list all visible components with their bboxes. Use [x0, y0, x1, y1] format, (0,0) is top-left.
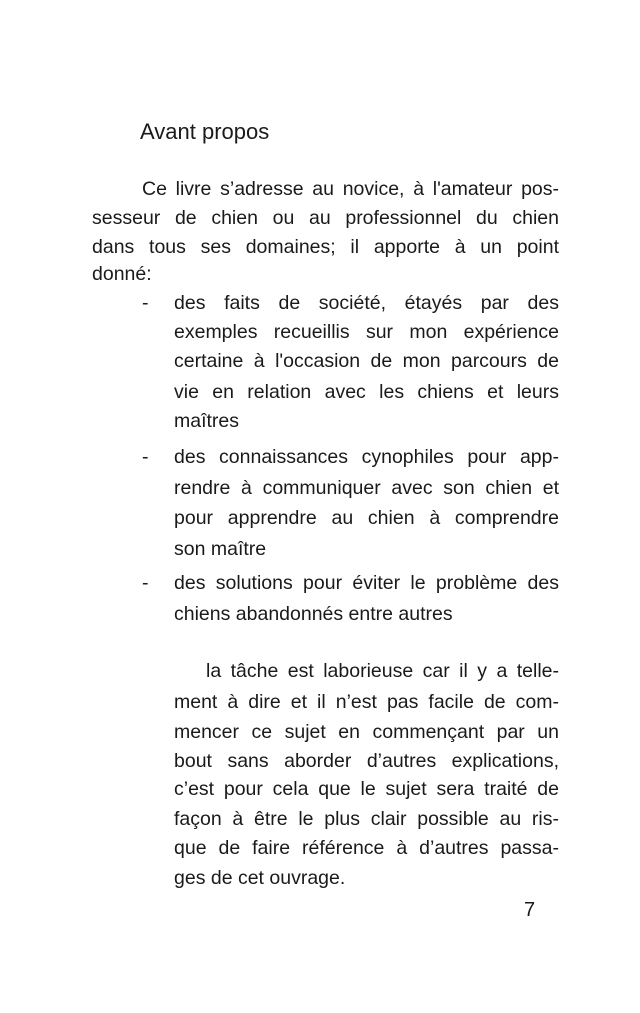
- bullet-line: certaine à l'occasion de mon parcours de: [174, 350, 559, 372]
- intro-line: dans tous ses domaines; il apporte à un point: [92, 236, 559, 258]
- intro-line: Ce livre s’adresse au novice, à l'amateur pos-: [142, 178, 559, 200]
- closing-line: façon à être le plus clair possible au ris-: [174, 808, 559, 830]
- bullet-line: des faits de société, étayés par des: [174, 292, 559, 314]
- closing-line: la tâche est laborieuse car il y a telle-: [206, 660, 559, 682]
- closing-line: ment à dire et il n’est pas facile de com-: [174, 691, 559, 713]
- bullet-line: vie en relation avec les chiens et leurs: [174, 381, 559, 403]
- bullet-line: des solutions pour éviter le problème des: [174, 572, 559, 594]
- bullet-dash: -: [142, 572, 149, 594]
- page-title: Avant propos: [140, 119, 270, 144]
- bullet-line: pour apprendre au chien à comprendre: [174, 507, 559, 529]
- closing-line: bout sans aborder d’autres explications,: [174, 750, 559, 772]
- bullet-line: son maître: [174, 538, 267, 560]
- closing-line: ges de cet ouvrage.: [174, 867, 346, 889]
- bullet-dash: -: [142, 292, 149, 314]
- closing-line: c’est pour cela que le sujet sera traité de: [174, 778, 559, 800]
- closing-line: que de faire référence à d’autres passa-: [174, 837, 559, 859]
- bullet-line: des connaissances cynophiles pour app-: [174, 446, 559, 468]
- page-number: 7: [524, 899, 536, 921]
- intro-line: donné:: [92, 263, 152, 285]
- bullet-line: chiens abandonnés entre autres: [174, 603, 453, 625]
- bullet-line: exemples recueillis sur mon expérience: [174, 321, 559, 343]
- intro-line: sesseur de chien ou au professionnel du chien: [92, 207, 559, 229]
- bullet-dash: -: [142, 446, 149, 468]
- bullet-line: rendre à communiquer avec son chien et: [174, 477, 559, 499]
- bullet-line: maîtres: [174, 410, 240, 432]
- closing-line: mencer ce sujet en commençant par un: [174, 721, 559, 743]
